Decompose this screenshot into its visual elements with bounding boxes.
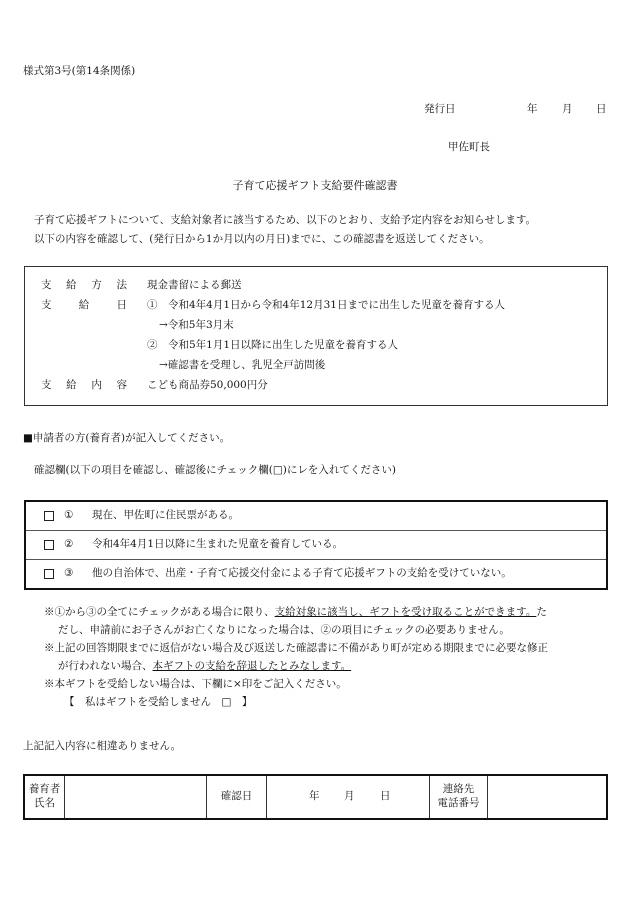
note-1-part-c: ギフトを受け取ることができます。 — [369, 606, 537, 618]
confirm-date-label: 確認日 — [207, 776, 267, 818]
note-2: ※上記の回答期限までに返信がない場合及び返送した確認書に不備があり町が定める期限までに必要な修正 — [44, 642, 548, 654]
note-2-part-b: が行われない場合、 — [58, 660, 153, 672]
payment-content-value: こども商品券50,000円分 — [147, 379, 268, 391]
issue-date-label: 発行日 — [424, 103, 456, 115]
agreement-statement: 上記記入内容に相違ありません。 — [23, 740, 182, 752]
applicant-note: ■申請者の方(養育者)が記入してください。 — [23, 432, 231, 444]
check-row — [26, 560, 606, 588]
guardian-name-label — [25, 776, 65, 818]
guardian-label-line-2: 氏名 — [34, 797, 55, 809]
note-2-part-c: 本ギフトの支給を辞退したとみなします。 — [152, 660, 352, 672]
confirm-month-label: 月 — [344, 790, 355, 803]
check-text: 他の自治体で、出産・子育て応援交付金による子育て応援ギフトの支給を受けていない。 — [92, 567, 512, 580]
payment-date-1: ① 令和4年4月1日から令和4年12月31日までに出生した児童を養育する人 — [147, 299, 505, 311]
guardian-name-field[interactable] — [65, 776, 207, 818]
phone-number-field[interactable] — [488, 776, 606, 818]
checkbox[interactable] — [44, 511, 54, 521]
note-1 — [44, 603, 614, 621]
payment-method-value: 現金書留による郵送 — [147, 279, 242, 291]
intro-line-1: 子育て応援ギフトについて、支給対象者に該当するため、以下のとおり、支給予定内容をお知らせします。 — [34, 214, 537, 226]
note-3: ※本ギフトを受給しない場合は、下欄に×印をご記入ください。 — [44, 678, 347, 690]
confirm-year-label: 年 — [309, 790, 320, 803]
confirm-note: 確認欄(以下の項目を確認し、確認後にチェック欄(□)にレを入れてください) — [34, 464, 396, 476]
payment-date-2-arrow: →確認書を受理し、乳児全戸訪問後 — [159, 359, 326, 371]
confirm-day-label: 日 — [380, 790, 391, 803]
note-1-continued: だし、申請前にお子さんがお亡くなりになった場合は、②の項目にチェックの必要ありません。 — [58, 624, 510, 636]
check-number: ③ — [64, 567, 74, 580]
check-number: ② — [64, 538, 74, 551]
issue-month-label: 月 — [562, 103, 573, 115]
note-2-continued — [44, 657, 614, 675]
guardian-label-line-1: 養育者 — [28, 783, 61, 796]
note-1-part-a: ※①から③の全てにチェックがある場合に限り、 — [44, 606, 275, 618]
payment-date-1-arrow: →令和5年3月末 — [159, 319, 234, 331]
intro-line-2: 以下の内容を確認して、(発行日から1か月以内の月日)までに、この確認書を返送してください。 — [34, 233, 490, 245]
form-number: 様式第3号(第14条関係) — [23, 65, 136, 77]
check-table — [24, 500, 608, 590]
notes — [44, 603, 614, 711]
check-row — [26, 502, 606, 531]
payment-content-label: 支給内容 — [41, 379, 127, 391]
payment-info-box — [24, 266, 608, 406]
contact-label-line-2: 電話番号 — [437, 797, 480, 809]
confirm-date-field[interactable] — [267, 776, 430, 818]
check-number: ① — [64, 509, 74, 522]
contact-label — [430, 776, 488, 818]
payment-date-2: ② 令和5年1月1日以降に出生した児童を養育する人 — [147, 339, 399, 351]
note-1-part-b: 支給対象に該当し、 — [274, 606, 370, 618]
decline-checkbox-line[interactable]: 【 私はギフトを受給しません □ 】 — [64, 696, 253, 708]
issuer: 甲佐町長 — [448, 141, 490, 153]
check-text: 現在、甲佐町に住民票がある。 — [92, 509, 239, 522]
issue-day-label: 日 — [596, 103, 607, 115]
note-1-part-d: た — [536, 606, 547, 618]
check-text: 令和4年4月1日以降に生まれた児童を養育している。 — [92, 538, 344, 551]
check-row — [26, 531, 606, 560]
checkbox[interactable] — [44, 540, 54, 550]
issue-year-label: 年 — [527, 103, 538, 115]
contact-label-line-1: 連絡先 — [442, 783, 475, 796]
document-title: 子育て応援ギフト支給要件確認書 — [232, 179, 398, 192]
payment-method-label: 支給方法 — [41, 279, 127, 291]
checkbox[interactable] — [44, 569, 54, 579]
payment-date-label: 支給日 — [41, 299, 127, 311]
signature-table — [23, 774, 608, 820]
